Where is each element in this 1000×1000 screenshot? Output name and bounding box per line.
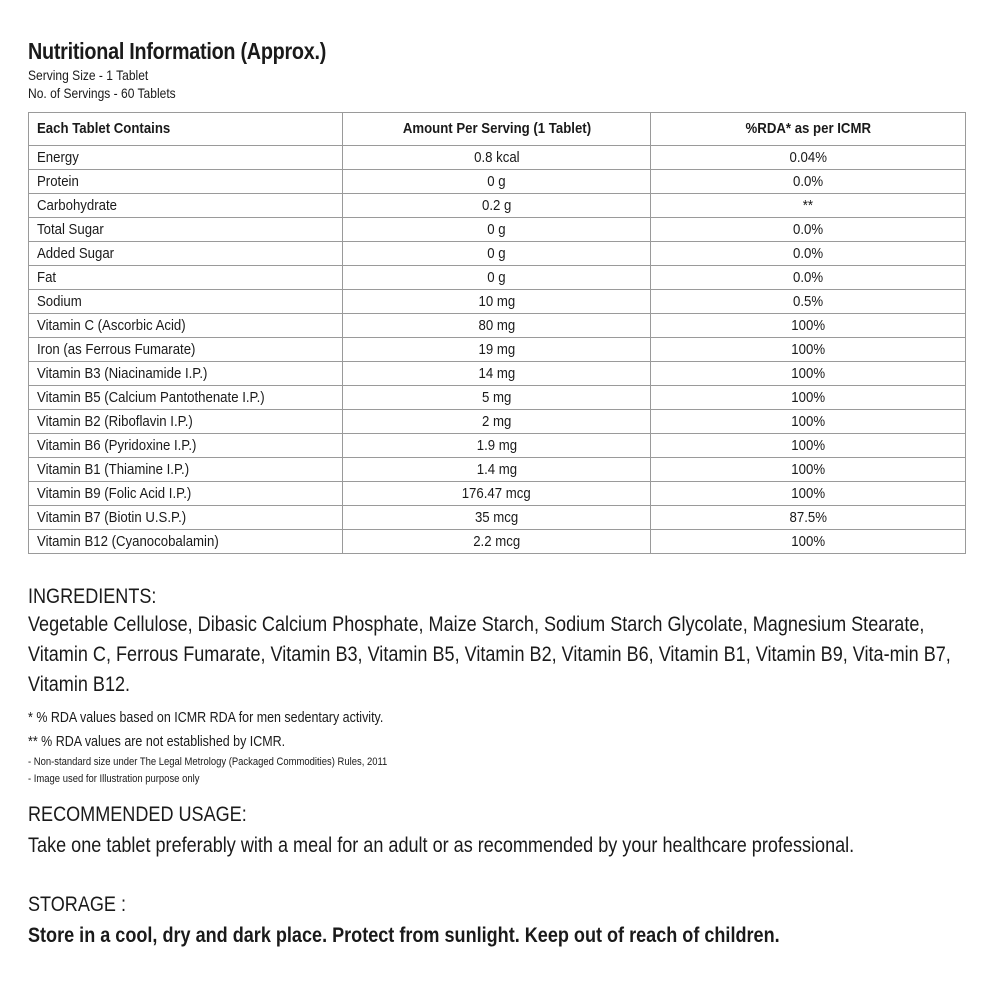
table-row [29, 218, 966, 242]
nutrient-rda: 100% [651, 314, 966, 338]
nutrient-amount: 0 g [343, 266, 651, 290]
nutrient-name: Carbohydrate [29, 194, 343, 218]
column-header-amount: Amount Per Serving (1 Tablet) [343, 113, 651, 146]
column-header-rda: %RDA* as per ICMR [651, 113, 966, 146]
table-row [29, 266, 966, 290]
storage-text: Store in a cool, dry and dark place. Protect from sunlight. Keep out of reach of children. [28, 924, 780, 947]
nutrient-rda: 100% [651, 362, 966, 386]
table-row [29, 170, 966, 194]
nutrient-rda: 100% [651, 338, 966, 362]
nutrient-name: Fat [29, 266, 343, 290]
nutrient-amount: 0 g [343, 242, 651, 266]
nutrient-rda: 100% [651, 458, 966, 482]
table-row [29, 410, 966, 434]
nutrient-amount: 0 g [343, 170, 651, 194]
table-row [29, 530, 966, 554]
ingredients-heading: INGREDIENTS: [28, 585, 157, 608]
nutrient-amount: 0.8 kcal [343, 146, 651, 170]
table-row [29, 314, 966, 338]
nutrition-table-body [29, 146, 966, 554]
nutrient-name: Protein [29, 170, 343, 194]
nutrient-name: Vitamin B2 (Riboflavin I.P.) [29, 410, 343, 434]
nutrient-name: Sodium [29, 290, 343, 314]
nutrient-amount: 14 mg [343, 362, 651, 386]
nutrient-name: Vitamin B7 (Biotin U.S.P.) [29, 506, 343, 530]
nutrient-name: Iron (as Ferrous Fumarate) [29, 338, 343, 362]
column-header-nutrient: Each Tablet Contains [29, 113, 343, 146]
nutrient-rda: 0.5% [651, 290, 966, 314]
rda-note: * % RDA values based on ICMR RDA for men sedentary activity. [28, 710, 384, 726]
table-row [29, 386, 966, 410]
table-row [29, 434, 966, 458]
storage-section [28, 892, 972, 950]
nutrient-rda: 0.0% [651, 242, 966, 266]
nutrient-name: Added Sugar [29, 242, 343, 266]
ingredients-section [28, 584, 972, 700]
table-row [29, 362, 966, 386]
table-row [29, 506, 966, 530]
nutrient-rda: 87.5% [651, 506, 966, 530]
table-header-row [29, 113, 966, 146]
nutrient-name: Vitamin B1 (Thiamine I.P.) [29, 458, 343, 482]
nutrient-rda: 100% [651, 386, 966, 410]
nutrient-rda: 0.04% [651, 146, 966, 170]
page-title: Nutritional Information (Approx.) [28, 38, 327, 64]
nutrient-name: Vitamin B5 (Calcium Pantothenate I.P.) [29, 386, 343, 410]
rda-note-2: ** % RDA values are not established by ICMR. [28, 734, 286, 750]
nutrient-amount: 1.4 mg [343, 458, 651, 482]
nutrition-label [28, 36, 972, 947]
nutrient-amount: 0.2 g [343, 194, 651, 218]
nutrient-amount: 5 mg [343, 386, 651, 410]
storage-heading: STORAGE : [28, 893, 127, 916]
nutrient-amount: 35 mcg [343, 506, 651, 530]
table-row [29, 194, 966, 218]
table-row [29, 338, 966, 362]
notes-section [28, 706, 972, 788]
nutrient-name: Energy [29, 146, 343, 170]
nutrient-name: Vitamin B12 (Cyanocobalamin) [29, 530, 343, 554]
usage-section [28, 802, 972, 860]
nutrient-amount: 1.9 mg [343, 434, 651, 458]
nutrient-rda: 0.0% [651, 170, 966, 194]
nutrient-amount: 2.2 mcg [343, 530, 651, 554]
nutrient-rda: 100% [651, 434, 966, 458]
nutrient-name: Vitamin B9 (Folic Acid I.P.) [29, 482, 343, 506]
nutrient-name: Vitamin B3 (Niacinamide I.P.) [29, 362, 343, 386]
nutrient-rda: 100% [651, 482, 966, 506]
serving-size: Serving Size - 1 Tablet [28, 67, 149, 83]
nutrient-amount: 176.47 mcg [343, 482, 651, 506]
nutrient-amount: 80 mg [343, 314, 651, 338]
nutrient-name: Total Sugar [29, 218, 343, 242]
nutrient-name: Vitamin B6 (Pyridoxine I.P.) [29, 434, 343, 458]
usage-heading: RECOMMENDED USAGE: [28, 803, 247, 826]
nutrient-rda: ** [651, 194, 966, 218]
servings-count: No. of Servings - 60 Tablets [28, 85, 176, 101]
nutrient-name: Vitamin C (Ascorbic Acid) [29, 314, 343, 338]
size-note: - Non-standard size under The Legal Metrology (Packaged Commodities) Rules, 2011 [28, 756, 388, 768]
nutrient-rda: 0.0% [651, 266, 966, 290]
nutrition-table [28, 112, 966, 554]
nutrient-rda: 0.0% [651, 218, 966, 242]
nutrient-rda: 100% [651, 530, 966, 554]
ingredients-text: Vegetable Cellulose, Dibasic Calcium Phosphate, Maize Starch, Sodium Starch Glycolate, Magnesium Stearate, Vitamin C, Ferrous Fumarate, Vitamin B3, Vitamin B5, Vitamin B2, Vitamin B6, Vitamin B1, Vitamin B9, Vita-min B7, Vitamin B12. [28, 613, 951, 696]
nutrient-amount: 19 mg [343, 338, 651, 362]
table-row [29, 290, 966, 314]
nutrient-rda: 100% [651, 410, 966, 434]
nutrient-amount: 10 mg [343, 290, 651, 314]
usage-text: Take one tablet preferably with a meal for an adult or as recommended by your healthcare professional. [28, 834, 855, 857]
nutrient-amount: 2 mg [343, 410, 651, 434]
table-row [29, 242, 966, 266]
nutrient-amount: 0 g [343, 218, 651, 242]
table-row [29, 482, 966, 506]
table-row [29, 146, 966, 170]
table-row [29, 458, 966, 482]
image-note: - Image used for Illustration purpose only [28, 773, 200, 785]
